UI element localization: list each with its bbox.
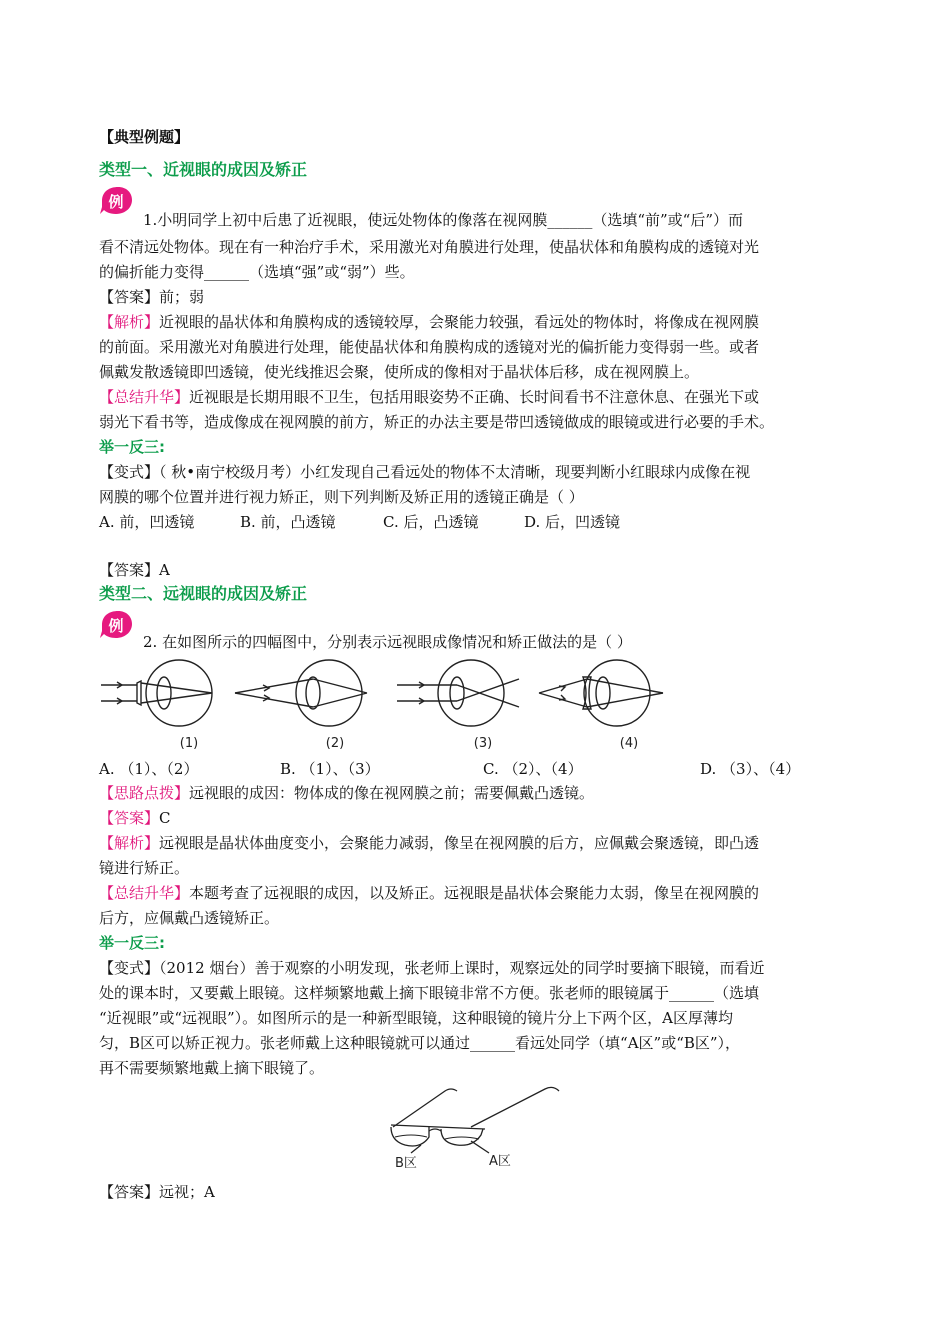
answer-text: C — [159, 809, 171, 827]
type2-variant-line-4: 匀，B区可以矫正视力。张老师戴上这种眼镜就可以通过______看远处同学（填“A区”或“B区”）， — [99, 1034, 741, 1052]
type1-variant-line-1 — [99, 462, 750, 482]
analysis-text: 远视眼是晶状体曲度变小，会聚能力减弱，像呈在视网膜的后方，应佩戴会聚透镜，即凸透 — [159, 834, 760, 852]
type1-question-line-2: 看不清远处物体。现在有一种治疗手术，采用激光对角膜进行处理，使晶状体和角膜构成的透镜对光 — [99, 238, 760, 256]
type1-option-b: B. 前，凸透镜 — [240, 513, 336, 531]
variant-answer-label: 【答案】 — [99, 561, 160, 579]
type1-analysis-line-2: 的前面。采用激光对角膜进行处理，能使晶状体和角膜构成的透镜对光的偏折能力变得弱一些。或者 — [99, 338, 760, 356]
type1-variant-answer — [99, 560, 170, 580]
example-badge-icon — [99, 186, 133, 216]
variant-text: （2012 烟台）善于观察的小明发现，张老师上课时，观察远处的同学时要摘下眼镜，而看近 — [159, 959, 765, 977]
type2-variant-line-1 — [99, 958, 764, 978]
section-title: 【典型例题】 — [99, 128, 190, 146]
eye-diagram-3 — [397, 660, 519, 726]
figure-label-3: (3) — [473, 736, 493, 751]
type1-summary-line-1 — [99, 387, 759, 407]
eye-diagram-1 — [101, 660, 212, 726]
type1-analysis-line-1 — [99, 312, 759, 332]
type2-variant-line-5: 再不需要频繁地戴上摘下眼镜了。 — [99, 1059, 325, 1077]
bifocal-glasses-figure — [385, 1085, 585, 1175]
figure-label-1: (1) — [179, 736, 199, 751]
type2-option-a: A. （1）、（2） — [99, 760, 199, 778]
variant-answer-text: A — [159, 561, 170, 579]
analysis-text: 近视眼的晶状体和角膜构成的透镜较厚，会聚能力较强，看远处的物体时，将像成在视网膜 — [159, 313, 760, 331]
hint-text: 远视眼的成因：物体成的像在视网膜之前；需要佩戴凸透镜。 — [189, 784, 595, 802]
example-badge-icon — [99, 610, 133, 640]
summary-text: 近视眼是长期用眼不卫生，包括用眼姿势不正确、长时间看书不注意休息、在强光下或 — [189, 388, 760, 406]
type1-practice-heading: 举一反三: — [99, 438, 165, 456]
eye-diagram-4 — [539, 660, 663, 726]
type2-option-d: D. （3）、（4） — [700, 760, 801, 778]
svg-text:例: 例 — [108, 617, 124, 635]
answer-label: 【答案】 — [99, 809, 160, 827]
type2-summary-line-2: 后方，应佩戴凸透镜矫正。 — [99, 909, 280, 927]
type2-question: 2. 在如图所示的四幅图中，分别表示远视眼成像情况和矫正做法的是（ ） — [143, 633, 632, 651]
type2-option-b: B. （1）、（3） — [280, 760, 380, 778]
variant-text: （ 秋•南宁校级月考）小红发现自己看远处的物体不太清晰，现要判断小红眼球内成像在视 — [159, 463, 751, 481]
summary-label: 【总结升华】 — [99, 388, 190, 406]
variant-answer-text: 远视；A — [159, 1183, 215, 1201]
answer-text: 前；弱 — [159, 288, 205, 306]
summary-text: 本题考查了远视眼的成因，以及矫正。远视眼是晶状体会聚能力太弱，像呈在视网膜的 — [189, 884, 760, 902]
type2-answer — [99, 808, 171, 828]
type2-variant-line-3: “近视眼”或“远视眼”）。如图所示的是一种新型眼镜，这种眼镜的镜片分上下两个区，A区厚薄均 — [99, 1009, 734, 1027]
type2-variant-answer — [99, 1182, 215, 1202]
hint-label: 【思路点拨】 — [99, 784, 190, 802]
figure-label-4: (4) — [619, 736, 639, 751]
type2-variant-line-2: 处的课本时，又要戴上眼镜。这样频繁地戴上摘下眼镜非常不方便。张老师的眼镜属于______（选填 — [99, 984, 760, 1002]
type2-summary-line-1 — [99, 883, 759, 903]
type1-heading: 类型一、近视眼的成因及矫正 — [99, 160, 308, 179]
type2-hint — [99, 783, 594, 803]
summary-label: 【总结升华】 — [99, 884, 190, 902]
answer-label: 【答案】 — [99, 288, 160, 306]
type2-heading: 类型二、远视眼的成因及矫正 — [99, 584, 308, 603]
eye-diagram-2 — [235, 660, 367, 726]
variant-label: 【变式】 — [99, 463, 160, 481]
type1-answer — [99, 287, 204, 307]
type2-analysis-line-1 — [99, 833, 759, 853]
analysis-label: 【解析】 — [99, 313, 160, 331]
analysis-label: 【解析】 — [99, 834, 160, 852]
type2-analysis-line-2: 镜进行矫正。 — [99, 859, 190, 877]
eye-diagrams-figure — [97, 655, 677, 755]
type1-option-a: A. 前，凹透镜 — [99, 513, 195, 531]
type1-analysis-line-3: 佩戴发散透镜即凹透镜，使光线推迟会聚，使所成的像相对于晶状体后移，成在视网膜上。 — [99, 363, 700, 381]
type1-option-c: C. 后，凸透镜 — [383, 513, 479, 531]
figure-label-2: (2) — [325, 736, 345, 751]
variant-answer-label: 【答案】 — [99, 1183, 160, 1201]
type1-question-line-3: 的偏折能力变得______（选填“强”或“弱”）些。 — [99, 263, 415, 281]
type1-question-line-1: 1.小明同学上初中后患了近视眼，使远处物体的像落在视网膜______（选填“前”或“后”）而 — [143, 211, 743, 229]
type1-option-d: D. 后，凹透镜 — [524, 513, 621, 531]
type2-option-c: C. （2）、（4） — [483, 760, 583, 778]
type1-summary-line-2: 弱光下看书等，造成像成在视网膜的前方，矫正的办法主要是带凹透镜做成的眼镜或进行必要的手术。 — [99, 413, 775, 431]
type1-variant-line-2: 网膜的哪个位置并进行视力矫正，则下列判断及矫正用的透镜正确是（ ） — [99, 488, 584, 506]
glasses-label-b: B区 — [395, 1156, 417, 1171]
type2-practice-heading: 举一反三: — [99, 934, 165, 952]
glasses-label-a: A区 — [489, 1154, 511, 1169]
variant-label: 【变式】 — [99, 959, 160, 977]
svg-text:例: 例 — [108, 193, 124, 211]
